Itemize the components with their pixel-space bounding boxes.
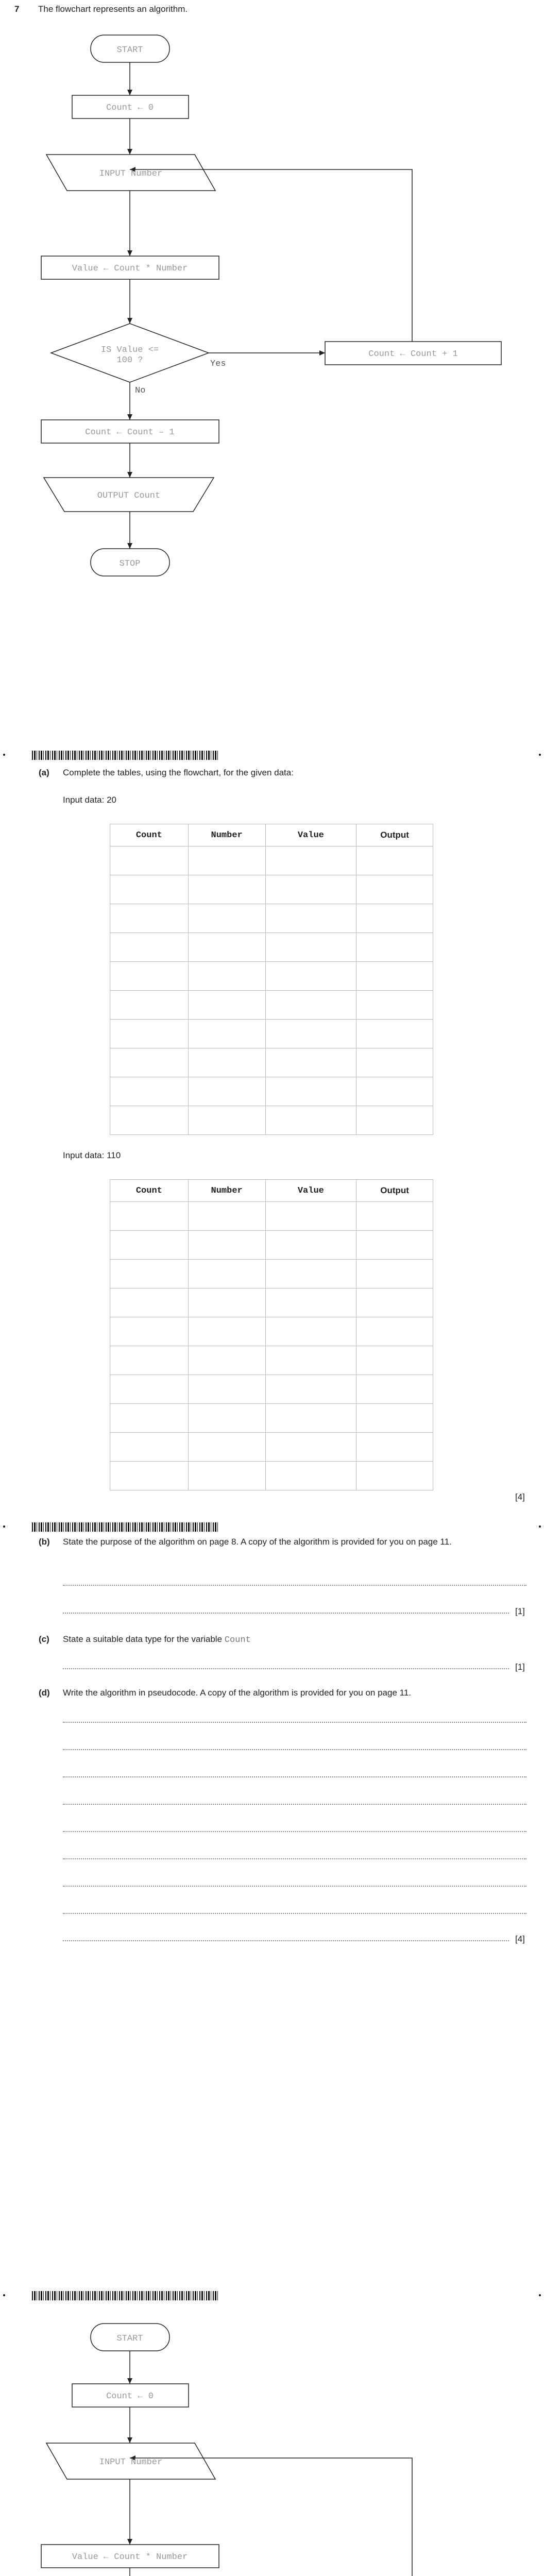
table-row[interactable] (110, 1462, 433, 1490)
table-row[interactable] (110, 962, 433, 991)
part-c-variable: Count (224, 1635, 251, 1645)
question-number: 7 (14, 4, 20, 14)
table-row[interactable] (110, 1048, 433, 1077)
table-row[interactable] (110, 1231, 433, 1260)
table-row[interactable] (110, 1404, 433, 1433)
input-data-1: Input data: 20 (63, 795, 116, 805)
header-value: Value (265, 824, 356, 846)
table-row[interactable] (110, 1077, 433, 1106)
table-row[interactable] (110, 875, 433, 904)
part-a-label: (a) (39, 768, 49, 777)
part-a-text: Complete the tables, using the flowchart, for the given data: (63, 768, 294, 777)
fc2-init-label: Count ← 0 (106, 2392, 154, 2401)
header-count: Count (110, 1180, 189, 1202)
trace-table-2 (110, 1179, 433, 1490)
flowchart-1 (0, 0, 544, 592)
flowchart-2 (0, 2293, 544, 2576)
answer-line[interactable] (63, 1831, 526, 1832)
fc1-decision-line2: 100 ? (116, 355, 143, 365)
header-number: Number (188, 824, 265, 846)
fc1-calc-label: Value ← Count * Number (72, 264, 188, 274)
fc1-decrement-label: Count ← Count – 1 (85, 428, 175, 437)
answer-line[interactable] (63, 1776, 526, 1777)
part-c-text: State a suitable data type for the variable (63, 1634, 223, 1644)
question-intro: The flowchart represents an algorithm. (38, 4, 188, 14)
answer-line[interactable] (63, 1940, 509, 1941)
fc1-start-label: START (116, 45, 143, 55)
table-row[interactable] (110, 1433, 433, 1462)
answer-line[interactable] (63, 1858, 526, 1859)
fc1-stop-label: STOP (119, 559, 141, 569)
answer-line[interactable] (63, 1668, 509, 1669)
header-output: Output (356, 824, 433, 846)
table-row[interactable] (110, 1289, 433, 1317)
answer-line[interactable] (63, 1804, 526, 1805)
answer-line[interactable] (63, 1886, 526, 1887)
answer-line[interactable] (63, 1585, 526, 1586)
table-row[interactable] (110, 1020, 433, 1048)
table-row[interactable] (110, 1346, 433, 1375)
answer-line[interactable] (63, 1913, 526, 1914)
part-b-mark: [1] (515, 1606, 525, 1616)
fc2-calc-label: Value ← Count * Number (72, 2552, 188, 2562)
fc1-no-label: No (135, 386, 146, 396)
input-data-2: Input data: 110 (63, 1150, 121, 1160)
table-row[interactable] (110, 904, 433, 933)
fc2-input-label: INPUT Number (99, 2458, 163, 2467)
part-a-mark: [4] (515, 1492, 525, 1502)
header-output: Output (356, 1180, 433, 1202)
answer-line[interactable] (63, 1749, 526, 1750)
fc1-input-label: INPUT Number (99, 169, 163, 179)
page-barcode (32, 751, 218, 760)
table-row[interactable] (110, 991, 433, 1020)
table-row[interactable] (110, 1260, 433, 1289)
part-c-mark: [1] (515, 1662, 525, 1672)
margin-dot (3, 1526, 5, 1528)
margin-dot (539, 754, 541, 756)
margin-dot (539, 1526, 541, 1528)
part-d-mark: [4] (515, 1934, 525, 1944)
part-d-text: Write the algorithm in pseudocode. A copy of the algorithm is provided for you on page 11. (63, 1688, 411, 1698)
header-number: Number (188, 1180, 265, 1202)
part-b-label: (b) (39, 1537, 50, 1547)
fc1-decision-line1: IS Value <= (100, 345, 159, 355)
header-count: Count (110, 824, 189, 846)
trace-table-1 (110, 824, 433, 1135)
margin-dot (3, 754, 5, 756)
fc2-start-label: START (116, 2334, 143, 2344)
fc1-increment-label: Count ← Count + 1 (368, 349, 458, 359)
fc1-yes-label: Yes (210, 359, 226, 369)
fc1-init-label: Count ← 0 (106, 103, 154, 113)
table-row[interactable] (110, 1106, 433, 1135)
part-b-text: State the purpose of the algorithm on page 8. A copy of the algorithm is provided for you on page 11. (63, 1537, 452, 1547)
answer-line[interactable] (63, 1722, 526, 1723)
page-barcode (32, 1522, 218, 1532)
header-value: Value (265, 1180, 356, 1202)
table-row[interactable] (110, 1375, 433, 1404)
table-row[interactable] (110, 1317, 433, 1346)
answer-line[interactable] (63, 1613, 509, 1614)
table-row[interactable] (110, 846, 433, 875)
table-row[interactable] (110, 933, 433, 962)
part-c-label: (c) (39, 1634, 49, 1644)
table-row[interactable] (110, 1202, 433, 1231)
part-c-line (63, 1633, 251, 1647)
fc1-output-label: OUTPUT Count (97, 491, 161, 501)
part-d-label: (d) (39, 1688, 50, 1698)
